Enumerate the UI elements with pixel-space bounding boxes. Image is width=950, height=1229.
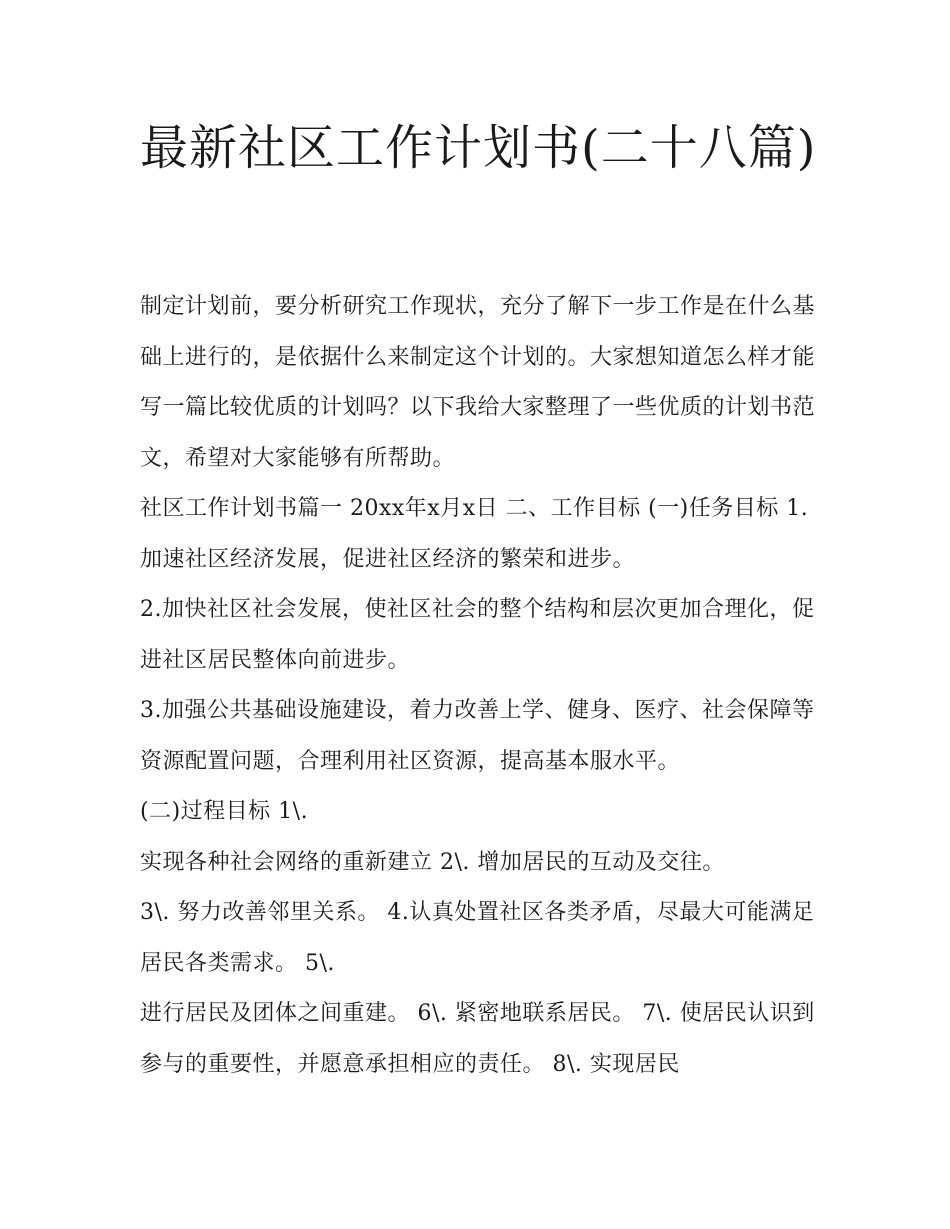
- document-body: [140, 282, 820, 1090]
- paragraph-goal-2: 2.加快社区社会发展，使社区社会的整个结构和层次更加合理化，促进社区居民整体向前进步。: [140, 597, 815, 673]
- paragraph-intro: 制定计划前，要分析研究工作现状，充分了解下一步工作是在什么基础上进行的，是依据什么来制定这个计划的。大家想知道怎么样才能写一篇比较优质的计划吗？以下我给大家整理了一些优质的计划书范文，希望对大家能够有所帮助。: [140, 294, 816, 471]
- paragraph-process-5-8: 进行居民及团体之间重建。 6\. 紧密地联系居民。 7\. 使居民认识到参与的重要性，并愿意承担相应的责任。 8\. 实现居民: [140, 1001, 815, 1077]
- paragraph-process-1-2: 实现各种社会网络的重新建立 2\. 增加居民的互动及交往。: [140, 849, 725, 875]
- paragraph-task-goals: 社区工作计划书篇一 20xx年x月x日 二、工作目标 (一)任务目标 1.加速社区经济发展，促进社区经济的繁荣和进步。: [140, 496, 809, 572]
- paragraph-process-goals: (二)过程目标 1\.: [140, 799, 309, 824]
- paragraph-process-3-5: 3\. 努力改善邻里关系。 4.认真处置社区各类矛盾，尽最大可能满足居民各类需求。 5\.: [140, 900, 815, 976]
- paragraph-goal-3: 3.加强公共基础设施建设，着力改善上学、健身、医疗、社会保障等资源配置问题，合理利用社区资源，提高基本服水平。: [140, 698, 815, 774]
- document-title: 最新社区工作计划书(二十八篇): [140, 120, 817, 176]
